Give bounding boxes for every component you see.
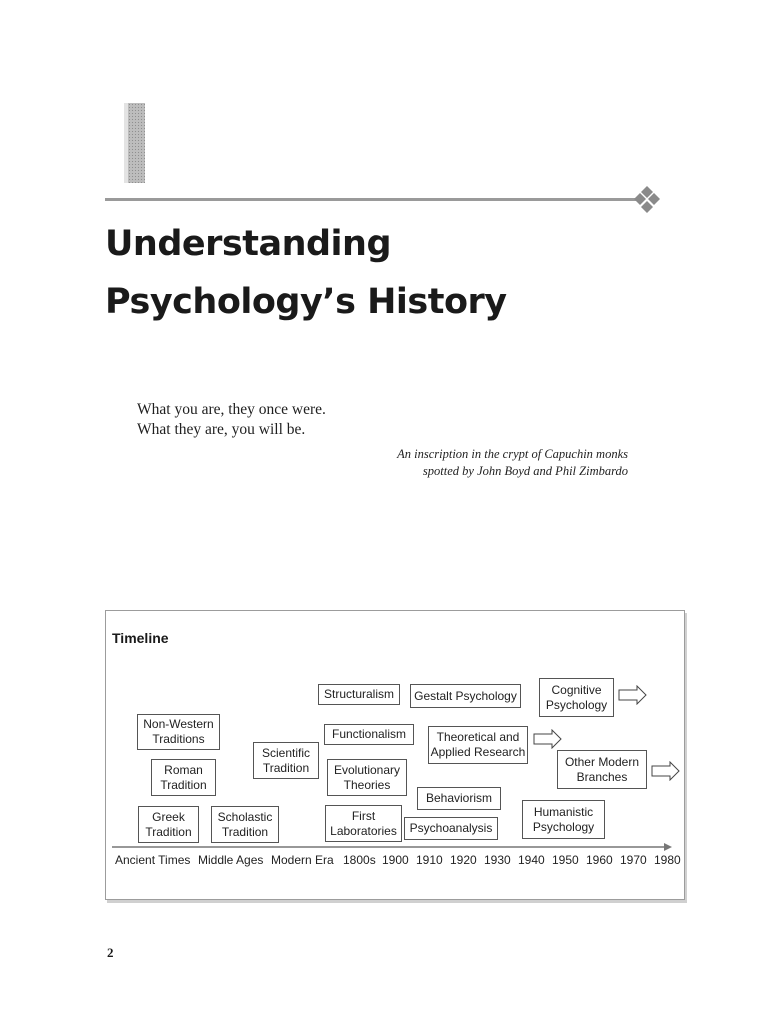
node-psychoanalysis: Psychoanalysis bbox=[404, 817, 498, 840]
node-non-western-traditions: Non-Western Traditions bbox=[137, 714, 220, 750]
chapter-title-line1: Understanding bbox=[105, 224, 392, 264]
axis-label-ancient-times: Ancient Times bbox=[115, 853, 191, 867]
axis-label-1960: 1960 bbox=[586, 853, 613, 867]
node-scientific-tradition: Scientific Tradition bbox=[253, 742, 319, 779]
diamond-ornament-icon bbox=[630, 185, 664, 215]
node-first-laboratories: First Laboratories bbox=[325, 805, 402, 842]
axis-label-middle-ages: Middle Ages bbox=[198, 853, 264, 867]
axis-label-1930: 1930 bbox=[484, 853, 511, 867]
attribution-line1: An inscription in the crypt of Capuchin monks bbox=[397, 447, 628, 461]
title-rule bbox=[105, 198, 640, 201]
axis-label-modern-era: Modern Era bbox=[271, 853, 334, 867]
axis-label-1900: 1900 bbox=[382, 853, 409, 867]
right-arrow-icon bbox=[618, 685, 648, 705]
node-other-modern-branches: Other Modern Branches bbox=[557, 750, 647, 789]
node-roman-tradition: Roman Tradition bbox=[151, 759, 216, 796]
epigraph-line1: What you are, they once were. bbox=[137, 401, 326, 418]
epigraph-line2: What they are, you will be. bbox=[137, 421, 306, 438]
axis-label-1940: 1940 bbox=[518, 853, 545, 867]
timeline-axis-arrow bbox=[112, 840, 672, 854]
timeline-axis-labels bbox=[115, 853, 685, 867]
chapter-title bbox=[105, 215, 507, 331]
epigraph bbox=[137, 400, 326, 440]
axis-label-1970: 1970 bbox=[620, 853, 647, 867]
epigraph-attribution bbox=[380, 446, 628, 480]
node-theoretical-applied-research: Theoretical and Applied Research bbox=[428, 726, 528, 764]
chapter-tab-marker bbox=[124, 103, 145, 183]
attribution-line2: spotted by John Boyd and Phil Zimbardo bbox=[422, 464, 628, 478]
node-behaviorism: Behaviorism bbox=[417, 787, 501, 810]
node-humanistic-psychology: Humanistic Psychology bbox=[522, 800, 605, 839]
node-gestalt-psychology: Gestalt Psychology bbox=[410, 684, 521, 708]
chapter-title-line2: Psychology’s History bbox=[105, 282, 507, 322]
node-greek-tradition: Greek Tradition bbox=[138, 806, 199, 843]
node-scholastic-tradition: Scholastic Tradition bbox=[211, 806, 279, 843]
axis-label-1800s: 1800s bbox=[343, 853, 376, 867]
node-evolutionary-theories: Evolutionary Theories bbox=[327, 759, 407, 796]
axis-label-1980: 1980 bbox=[654, 853, 681, 867]
axis-label-1950: 1950 bbox=[552, 853, 579, 867]
axis-label-1920: 1920 bbox=[450, 853, 477, 867]
node-structuralism: Structuralism bbox=[318, 684, 400, 705]
axis-label-1910: 1910 bbox=[416, 853, 443, 867]
right-arrow-icon bbox=[533, 729, 563, 749]
right-arrow-icon bbox=[651, 761, 681, 781]
node-functionalism: Functionalism bbox=[324, 724, 414, 745]
node-cognitive-psychology: Cognitive Psychology bbox=[539, 678, 614, 717]
page-number: 2 bbox=[107, 945, 114, 960]
timeline-heading: Timeline bbox=[112, 630, 169, 646]
